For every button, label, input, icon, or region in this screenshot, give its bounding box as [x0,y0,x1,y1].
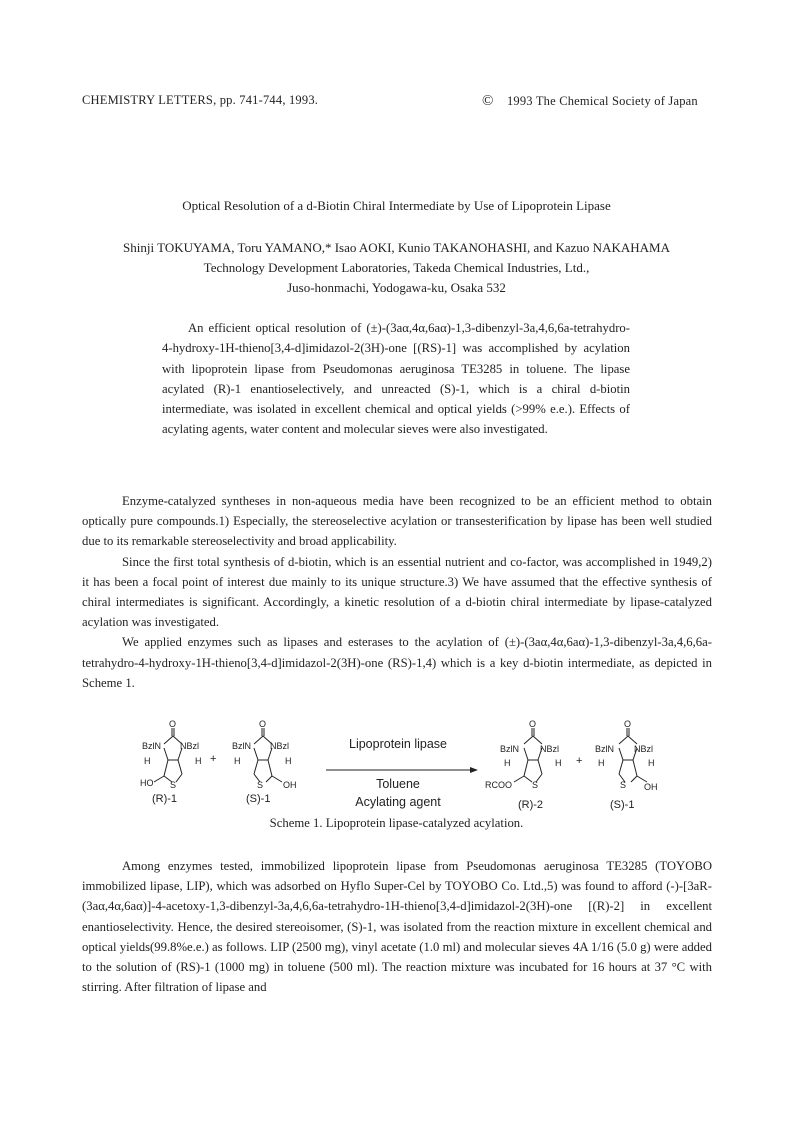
compound-label-s1: (S)-1 [246,793,271,805]
paragraph-4: Among enzymes tested, immobilized lipoprotein lipase from Pseudomonas aeruginosa TE3285 (TOYOBO immobilized lipase, LIP), which was adsorbed on Hyflo Super-Cel by TOYOBO Co. Ltd.,5) was found to afford (-)-[3aR-(3aα,4α,6aα)]-4-acetoxy-1,3-dibenzyl-3a,4,6,6a-tetrahydro-1H-thieno[3,4-d]imidazol-2(3H)-one [(R)-2] in excellent enantioselectivity. Hence, the desired stereoisomer, (S)-1, was isolated from the reaction mixture in excellent chemical and optical yields(99.8%e.e.) as follows. LIP (2500 mg), vinyl acetate (1.0 ml) and molecular sieves 4A 1/16 (5.0 g) were added to the solution of (RS)-1 (1000 mg) in toluene (500 ml). The reaction mixture was incubated for 16 hours at 37 °C with stirring. After filtration of lipase and [82,859,712,995]
paragraph-2: Since the first total synthesis of d-biotin, which is an essential nutrient and co-factor, was accomplished in 1949,2) it has been a focal point of interest due mainly to its unique structure.3) We have assumed that the effective synthesis of chiral intermediates is significant. Accordingly, a kinetic resolution of a d-biotin chiral intermediate by lipase-catalyzed acylation was investigated. [82,554,712,630]
copyright-icon: © [482,93,494,109]
compound-label-r2: (R)-2 [518,799,544,811]
atom-label: O [624,719,632,729]
paragraph-1: Enzyme-catalyzed syntheses in non-aqueous media have been recognized to be an efficient method to obtain optically pure compounds.1) Especially, the stereoselective acylation or transesterification by lipase has been well studied due to its remarkable stereoselectivity and broad applicability. [82,494,712,549]
atom-label: O [529,719,537,729]
intro-paragraphs [82,491,712,693]
reagent-catalyst: Lipoprotein lipase [349,737,447,751]
atom-label: NBzl [180,741,200,751]
molecule-r1 [154,728,182,782]
atom-label: BzlN [142,741,162,751]
atom-label: H [555,758,562,768]
plus-sign: + [576,755,583,767]
atom-label: H [504,758,511,768]
author-block [0,238,793,298]
atom-label: NBzl [540,744,560,754]
reagent-solvent: Toluene [376,777,420,791]
atom-label: RCOO [485,780,512,790]
atom-label: HO [140,778,154,788]
plus-sign: + [210,753,217,765]
atom-label: H [598,758,605,768]
atom-label: H [195,756,202,766]
affiliation-line-1: Technology Development Laboratories, Takeda Chemical Industries, Ltd., [203,260,590,275]
scheme-caption: Scheme 1. Lipoprotein lipase-catalyzed acylation. [269,816,524,830]
compound-label-r1: (R)-1 [152,793,178,805]
molecule-s1-product [619,728,647,782]
atom-label: S [170,780,177,790]
paper-title: Optical Resolution of a d-Biotin Chiral Intermediate by Use of Lipoprotein Lipase [182,198,611,213]
scheme-1-figure [140,718,660,828]
abstract-text: An efficient optical resolution of (±)-(3aα,4α,6aα)-1,3-dibenzyl-3a,4,6,6a-tetrahydro-4-hydroxy-1H-thieno[3,4-d]imidazol-2(3H)-one [(RS)-1] was accomplished by acylation with lipoprotein lipase from Pseudomonas aeruginosa TE3285 in toluene. The lipase acylated (R)-1 enantioselectively, and unreacted (S)-1, which is a chiral d-biotin intermediate, was isolated in excellent chemical and optical yields (>99% e.e.). Effects of acylating agents, water content and molecular sieves were also investigated. [162,321,630,437]
atom-label: H [285,756,292,766]
molecule-s1 [254,728,282,782]
journal-citation: CHEMISTRY LETTERS, pp. 741-744, 1993. [82,93,319,107]
atom-label: O [259,719,267,729]
atom-label: OH [644,782,658,792]
atom-label: NBzl [270,741,290,751]
atom-label: BzlN [595,744,615,754]
author-list: Shinji TOKUYAMA, Toru YAMANO,* Isao AOKI, Kunio TAKANOHASHI, and Kazuo NAKAHAMA [123,240,670,255]
atom-label: OH [283,780,297,790]
atom-label: S [620,780,627,790]
copyright-notice [482,93,698,110]
atom-label: H [234,756,241,766]
atom-label: BzlN [232,741,252,751]
atom-label: BzlN [500,744,520,754]
compound-label-s1-product: (S)-1 [610,799,635,811]
molecule-r2 [514,728,542,782]
affiliation-line-2: Juso-honmachi, Yodogawa-ku, Osaka 532 [287,280,506,295]
atom-label: O [169,719,177,729]
atom-label: H [648,758,655,768]
abstract [162,318,630,440]
copyright-text: 1993 The Chemical Society of Japan [506,94,698,108]
atom-label: S [532,780,539,790]
paragraph-3: We applied enzymes such as lipases and esterases to the acylation of (±)-(3aα,4α,6aα)-1,3-dibenzyl-3a,4,6,6a-tetrahydro-4-hydroxy-1H-thieno[3,4-d]imidazol-2(3H)-one (RS)-1,4) which is a key d-biotin intermediate, as depicted in Scheme 1. [82,635,712,690]
atom-label: S [257,780,264,790]
atom-label: H [144,756,151,766]
results-paragraphs [82,856,712,997]
atom-label: NBzl [634,744,654,754]
reagent-acylating: Acylating agent [355,795,441,809]
